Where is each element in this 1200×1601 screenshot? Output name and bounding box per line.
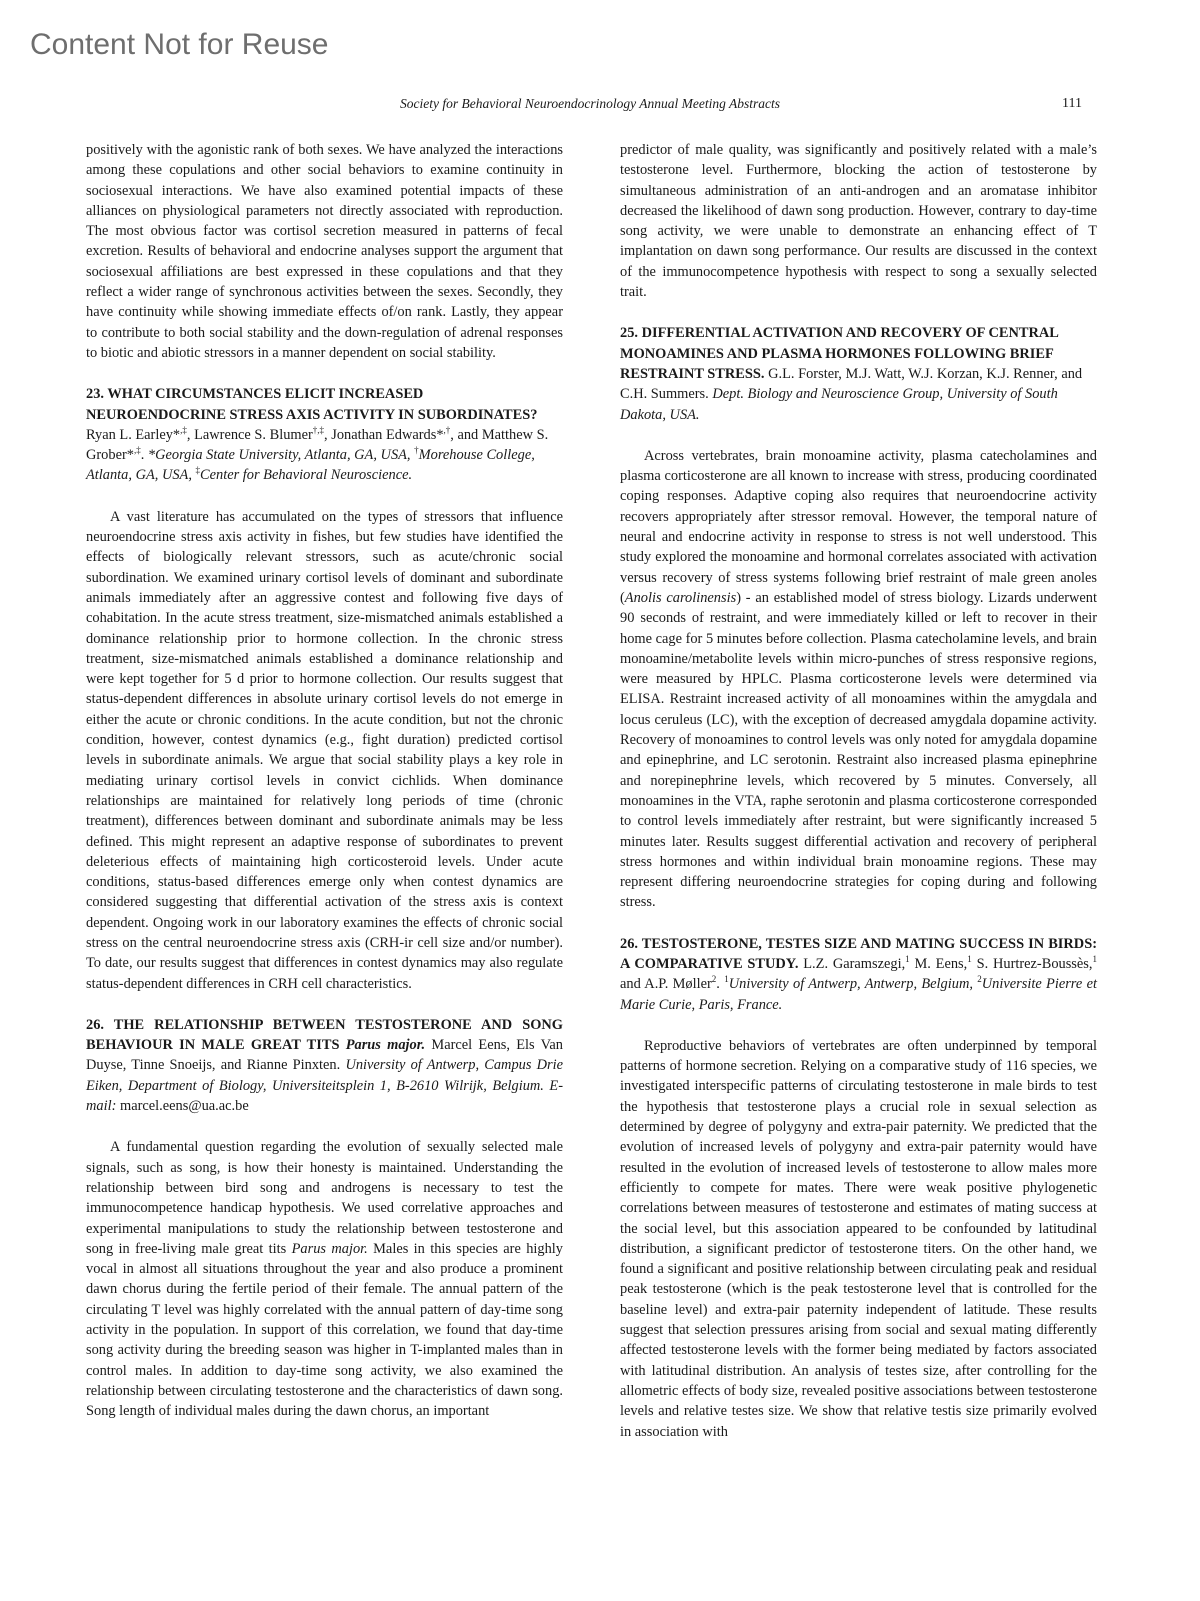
abstract-body: Reproductive behaviors of vertebrates are often underpinned by temporal patterns of hormone secretion. Relying on a comparative study of 116 species, we investigated interspecific patterns of circulating testosterone in male birds to test the hypothesis that testosterone plays a crucial role in sexual selection as determined by degree of polygyny and extra-pair paternity. We predicted that the evolution of increased levels of polygyny and extra-pair paternity would have resulted in the evolution of increased levels of testosterone to allow males more efficiently to compete for mates. There were weak positive phylogenetic correlations between measures of testosterone and estimates of mating success at the social level, but this association appeared to be confounded by latitudinal distribution, a significant predictor of testosterone titers. On the other hand, we found a significant and positive relationship between circulating peak and residual peak testosterone (which is the peak testosterone level that is controlled for the baseline level) and extra-pair paternity independent of latitude. These results suggest that selection pressures arising from social and sexual mating differently affected testosterone levels with the former being mediated by factors associated with latitudinal distribution. An analysis of testes size, after controlling for the allometric effects of body size, revealed positive associations between testosterone levels and relative testes size. We show that relative testis size primarily evolved in association with — [620, 1037, 1097, 1440]
author-4: and A.P. Møller — [620, 976, 712, 993]
abstract-25 — [620, 323, 1097, 912]
authors: G.L. Forster, M.J. Watt, W.J. Korzan, K.J. Renner, and C.H. Summers. — [620, 365, 1083, 403]
abstract-title: 26. TESTOSTERONE, TESTES SIZE AND MATING SUCCESS IN BIRDS: A COMPARATIVE STUDY. — [620, 935, 1097, 972]
affiliation-2: Universite Pierre et Marie Curie, Paris, France. — [620, 976, 1097, 1013]
affiliation-1: *Georgia State University, Atlanta, GA, USA, — [147, 447, 411, 464]
abstract-title-species: Parus major. — [345, 1037, 426, 1054]
body-part-2: ) - an established model of stress biology. Lizards underwent 90 seconds of restraint, and were immediately killed or left to recover in their home cage for 5 minutes before collection. Plasma catecholamine levels, and brain monoamine/metabolite levels within micro-punches of stress responsive regions, were measured by HPLC. Plasma corticosterone levels were determined via ELISA. Restraint increased activity of all monoamines within the amygdala and locus ceruleus (LC), with the exception of decreased amygdala dopamine activity. Recovery of monoamines to control levels was only noted for amygdala dopamine and epinephrine, and LC serotonin. Restraint also increased plasma epinephrine and norepinephrine levels, which recovered by 5 minutes. Conversely, all monoamines in the VTA, raphe serotonin and plasma corticosterone corresponded to control levels immediately after restraint, but were significantly increased 5 minutes later. Results suggest differential activation and recovery of peripheral stress hormones and within individual brain monoamine regions. These may represent differing neuroendocrine strategies for coping during and following stress. — [620, 589, 1097, 911]
abstract-heading — [620, 323, 1097, 424]
abstract-body — [620, 446, 1097, 913]
body-part-2: Males in this species are highly vocal in almost all situations throughout the year and also produce a prominent dawn chorus during the fertile period of their female. The annual pattern of the circulating T level was highly correlated with the annual pattern of day-time song activity in the population. In support of this correlation, we found that day-time song activity during the breeding season was higher in T-implanted males than in control males. In addition to day-time song activity, we also examined the relationship between circulating testosterone and the characteristics of dawn song. Song length of individual males during the dawn chorus, an important — [86, 1240, 564, 1420]
abstract-26-great-tits — [86, 1015, 563, 1422]
abstract-title: 23. WHAT CIRCUMSTANCES ELICIT INCREASED NEUROENDOCRINE STRESS AXIS ACTIVITY IN SUBORDINATES? — [86, 386, 538, 423]
affiliation-1-mark: 1 — [724, 974, 729, 985]
body-part-1: A fundamental question regarding the evolution of sexually selected male signals, such as song, is how their honesty is maintained. Understanding the relationship between bird song and androgens is necessary to test the immunocompetence handicap hypothesis. We used correlative approaches and experimental manipulations to study the relationship between testosterone and song in free-living male great tits — [86, 1139, 563, 1257]
author-3: , Jonathan Edwards* — [324, 426, 444, 443]
authors-end: . — [140, 447, 145, 464]
affiliation-3-mark: ‡ — [195, 465, 201, 476]
author-2-marks: †,‡ — [312, 425, 325, 436]
running-head: Society for Behavioral Neuroendocrinology Annual Meeting Abstracts — [400, 96, 780, 111]
abstract-heading — [620, 934, 1097, 1015]
author-1: L.Z. Garamszegi, — [803, 955, 906, 972]
authors: Marcel Eens, Els Van Duyse, Tinne Snoeijs, and Rianne Pinxten. — [86, 1037, 564, 1074]
author-3-mark: 1 — [1092, 954, 1097, 965]
affiliation-1: University of Antwerp, Antwerp, Belgium, — [728, 976, 973, 993]
author-2: M. Eens, — [914, 955, 968, 972]
author-3: S. Hurtrez-Boussès, — [976, 955, 1093, 972]
affiliation: Dept. Biology and Neuroscience Group, University of South Dakota, USA. — [620, 386, 1058, 423]
page-number: 111 — [1062, 96, 1082, 111]
body-species: Anolis carolinensis — [624, 589, 737, 606]
author-1: Ryan L. Earley* — [86, 426, 181, 443]
author-1-marks: ,‡ — [180, 425, 187, 436]
affiliation-2-mark: † — [414, 445, 419, 456]
abstract-title: 26. THE RELATIONSHIP BETWEEN TESTOSTERONE AND SONG BEHAVIOUR IN MALE GREAT TITS — [86, 1016, 563, 1054]
left-column — [86, 140, 563, 1422]
abstract-26-testes — [620, 934, 1097, 1442]
continued-paragraph: predictor of male quality, was significantly and positively related with a male’s testosterone level. Furthermore, blocking the action of testosterone by simultaneous administration of an anti-androgen and an aromatase inhibitor decreased the likelihood of dawn song production. However, contrary to day-time song activity, we were unable to demonstrate an enhancing effect of T implantation on dawn song performance. Our results are discussed in the context of the immunocompetence hypothesis with respect to song a sexually selected trait. — [620, 142, 1097, 301]
abstract-heading — [86, 1015, 563, 1116]
affiliation-3: Center for Behavioral Neuroscience. — [200, 467, 413, 484]
affiliation-2-mark: 2 — [977, 974, 982, 985]
author-4: , and Matthew S. Grober* — [86, 426, 549, 464]
author-4-marks: ,‡ — [133, 445, 141, 456]
abstract-body — [86, 1137, 563, 1421]
author-1-mark: 1 — [905, 954, 910, 965]
author-3-marks: ,† — [443, 425, 451, 436]
abstract-heading — [86, 384, 563, 485]
continued-paragraph: positively with the agonistic rank of both sexes. We have analyzed the interactions among these copulations and other social behaviors to examine continuity in sociosexual interactions. We have also examined potential impacts of these alliances on physiological parameters not directly associated with reproduction. The most obvious factor was cortisol secretion measured in patterns of fecal excretion. Results of behavioral and endocrine analyses support the argument that sociosexual affiliations are best expressed in these copulations and that they reflect a wider range of synchronous activities between the sexes. Secondly, they have continuity while showing immediate effects of/on rank. Lastly, they appear to contribute to both social stability and the down-regulation of adrenal responses to biotic and abiotic stressors in a manner dependent on social stability. — [86, 142, 563, 361]
abstract-body: A vast literature has accumulated on the types of stressors that influence neuroendocrine stress axis activity in fishes, but few studies have identified the effects of biologically relevant stressors, such as acute/chronic social subordination. We examined urinary cortisol levels of dominant and subordinate animals immediately after an aggressive contest and following five days of cohabitation. In the acute stress treatment, size-mismatched animals established a dominance relationship prior to hormone collection. In the chronic stress treatment, size-mismatched animals established a dominance relationship and were kept together for 5 d prior to hormone collection. Our results suggest that status-dependent differences in absolute urinary cortisol levels do not emerge in either the acute or chronic conditions. In the acute condition, but not the chronic condition, however, contest dynamics (e.g., fight duration) predicted cortisol levels in subordinate animals. We argue that social stability plays a key role in mediating urinary cortisol levels in convict cichlids. When dominance relationships are maintained for relatively long periods of time (chronic treatment), differences between dominant and subordinate animals may be less defined. This might represent an adaptive response of subordinates to prevent deleterious effects of maintaining high corticosteroid levels. Under acute conditions, status-based differences emerge only when contest dynamics are considered suggesting that differential activation of the stress axis is context dependent. Ongoing work in our laboratory examines the effects of chronic social stress on the central neuroendocrine stress axis (CRH-ir cell size and/or number). To date, our results suggest that differences in contest dynamics may also regulate status-dependent differences in CRH cell characteristics. — [86, 508, 563, 992]
email: marcel.eens@ua.ac.be — [120, 1098, 249, 1115]
right-column — [620, 140, 1097, 1442]
affiliation-2: Morehouse College, Atlanta, GA, USA, — [86, 447, 535, 484]
author-2-mark: 1 — [967, 954, 972, 965]
affiliation: University of Antwerp, Campus Drie Eiken, Department of Biology, Universiteitsplein 1, B-2610 Wilrijk, Belgium. E-mail: — [86, 1057, 564, 1115]
authors-end: . — [716, 976, 720, 993]
abstract-23 — [86, 384, 563, 994]
body-part-1: Across vertebrates, brain monoamine activity, plasma catecholamines and plasma corticosterone are all known to increase with stress, producing coordinated coping responses. Adaptive coping also requires that neuroendocrine activity recovers appropriately after stressor removal. However, the temporal nature of neural and endocrine activity in response to stress is not well understood. This study explored the monoamine and hormonal correlates associated with activation versus recovery of stress systems following brief restraint of male green anoles ( — [620, 447, 1097, 606]
body-species: Parus major. — [291, 1240, 368, 1257]
watermark: Content Not for Reuse — [30, 28, 329, 61]
author-4-mark: 2 — [711, 974, 717, 985]
abstract-title: 25. DIFFERENTIAL ACTIVATION AND RECOVERY OF CENTRAL MONOAMINES AND PLASMA HORMONES FOLLOWING BRIEF RESTRAINT STRESS. — [620, 325, 1059, 382]
author-2: , Lawrence S. Blumer — [186, 426, 313, 443]
